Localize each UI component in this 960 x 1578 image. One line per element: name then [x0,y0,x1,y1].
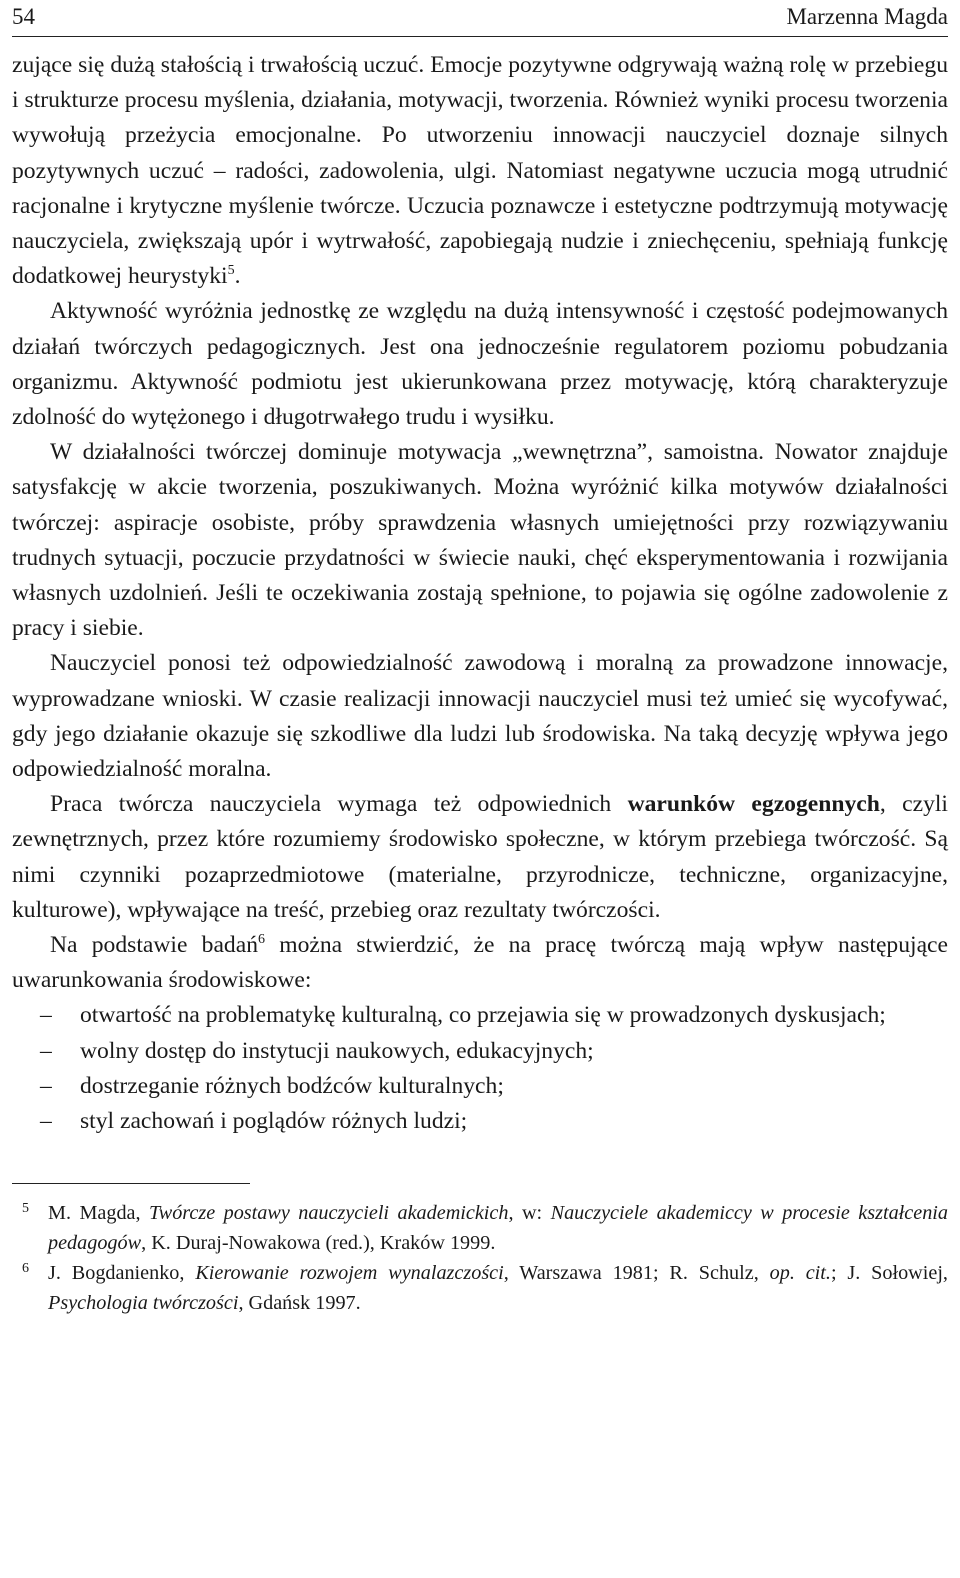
list-item [12,1034,948,1069]
list-item-text: otwartość na problematykę kulturalną, co przejawia się w prowadzonych dyskusjach; [80,1002,886,1029]
footnote-text: , K. Duraj-Nowakowa (red.), Kraków 1999. [141,1232,496,1255]
footnote-text: , w: [508,1202,551,1225]
footnote-title: Kierowanie rozwojem wynalazczości [195,1262,504,1285]
paragraph-1 [12,48,948,294]
footnote-text: J. Bogdanienko, [48,1262,196,1285]
body-text [12,48,948,1139]
bold-term: warunków egzogennych [627,791,880,818]
footnote-text: , Warszawa 1981; R. Schulz, [503,1262,770,1285]
paragraph-2: Aktywność wyróżnia jednostkę ze względu na dużą intensywność i częstość podejmowanych działań twórczych pedagogicznych. Jest ona jednocześnie regulatorem poziomu pobudzania organizmu. Aktywność podmiotu jest ukierunkowana przez motywację, którą charakteryzuje zdolność do wytężonego i długotrwałego trudu i wysiłku. [12,298,948,431]
footnote-mark: 6 [22,1261,29,1277]
footnote-title: op. cit. [769,1262,831,1285]
footnote-ref-5: 5 [227,263,235,279]
footnote-ref-6: 6 [258,932,265,948]
paragraph-5 [12,787,948,928]
footnote-text: , Gdańsk 1997. [238,1292,361,1315]
footnote-6 [12,1258,948,1318]
paragraph-3: W działalności twórczej dominuje motywacja „wewnętrzna”, samoistna. Nowator znajduje satysfakcję w akcie tworzenia, poszukiwanych. Można wyróżnić kilka motywów działalności twórczej: aspiracje osobiste, próby sprawdzenia własnych umiejętności przy rozwiązywaniu trudnych sytuacji, poczucie przydatności w świecie nauki, chęć eksperymentowania i rozwijania własnych uzdolnień. Jeśli te oczekiwania zostają spełnione, to pojawia się ogólne zadowolenie z pracy i siebie. [12,439,948,642]
dash-bullet: – [40,1002,52,1029]
running-title: Marzenna Magda [786,4,948,29]
paragraph-6-rest: można stwierdzić, że na pracę twórczą mają wpływ następujące uwarunkowania środowiskowe: [12,932,948,994]
paragraph-4: Nauczyciel ponosi też odpowiedzialność zawodową i moralną za prowadzone innowacje, wyprowadzane wnioski. W czasie realizacji innowacji nauczyciel musi też umieć się wycofywać, gdy jego działanie okazuje się szkodliwe dla ludzi lub środowiska. Na taką decyzję wpływa jego odpowiedzialność moralna. [12,650,948,783]
list-item-text: styl zachowań i poglądów różnych ludzi; [80,1108,468,1135]
paragraph-1-end: . [234,263,241,290]
page-number: 54 [12,4,35,29]
list-item-text: wolny dostęp do instytucji naukowych, edukacyjnych; [80,1037,594,1064]
footnote-title: Nauczyciele akademiccy w procesie kształcenia pedagogów [48,1202,949,1255]
dash-bullet: – [40,1037,52,1064]
footnote-title: Psychologia twórczości [48,1292,239,1315]
footnote-5 [12,1198,948,1258]
footnote-divider [12,1183,250,1184]
paragraph-5-start: Praca twórcza nauczyciela wymaga też odpowiednich [50,791,628,818]
list-item [12,1104,948,1139]
footnote-text: M. Magda, [48,1202,149,1225]
paragraph-5-rest: , czyli zewnętrznych, przez które rozumiemy środowisko społeczne, w którym przebiega twórczość. Są nimi czynniki pozaprzedmiotowe (materialne, przyrodnicze, techniczne, organizacyjne, kulturowe), wpływające na treść, przebieg oraz rezultaty twórczości. [12,791,948,923]
footnote-text: ; J. Sołowiej, [830,1262,948,1285]
footnote-title: Twórcze postawy nauczycieli akademickich [149,1202,509,1225]
list-item [12,998,948,1033]
footnotes [12,1198,948,1318]
paragraph-6-start: Na podstawie badań [50,932,258,959]
book-page [12,0,948,1318]
footnote-mark: 5 [22,1201,29,1217]
list-item-text: dostrzeganie różnych bodźców kulturalnych; [80,1072,504,1099]
paragraph-6 [12,928,948,998]
page-header [12,0,948,37]
paragraph-1-text: zujące się dużą stałością i trwałością uczuć. Emocje pozytywne odgrywają ważną rolę w przebiegu i strukturze procesu myślenia, działania, motywacji, tworzenia. Również wyniki procesu tworzenia wywołują przeżycia emocjonalne. Po utworzeniu innowacji nauczyciel doznaje silnych pozytywnych uczuć – radości, zadowolenia, ulgi. Natomiast negatywne uczucia mogą utrudnić racjonalne i krytyczne myślenie twórcze. Uczucia poznawcze i estetyczne podtrzymują motywację nauczyciela, zwiększają upór i wytrwałość, zapobiegają nudzie i zniechęceniu, spełniają funkcję dodatkowej heurystyki [12,52,948,290]
dash-bullet: – [40,1072,52,1099]
dash-list [12,998,948,1139]
dash-bullet: – [40,1108,52,1135]
list-item [12,1069,948,1104]
